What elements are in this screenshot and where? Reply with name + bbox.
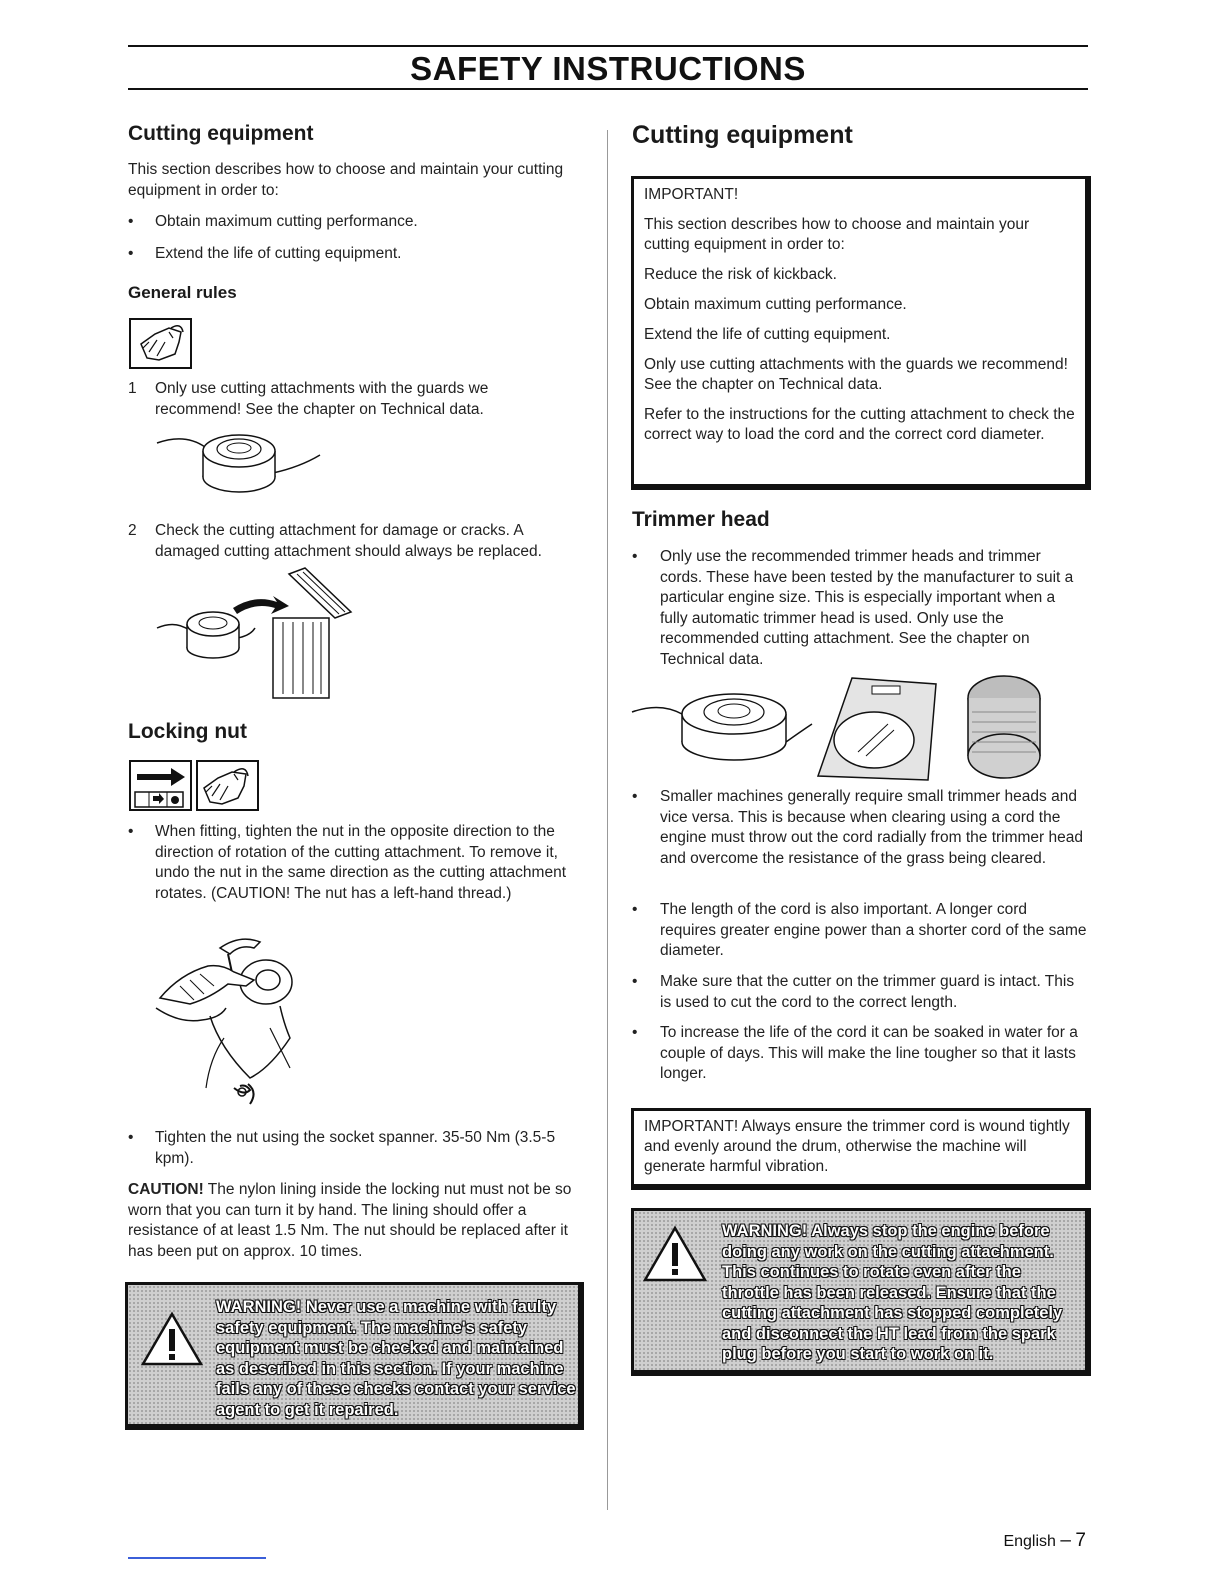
discard-attachment-illustration [155,566,355,701]
page-number: 7 [1075,1530,1086,1551]
list-item: • Extend the life of cutting equipment. [128,245,402,262]
glove-icon [129,318,193,370]
header-rule-top [128,45,1088,47]
list-item: • Smaller machines generally require small trimmer heads and vice versa. This is because when clearing using a cord the engine must throw out the cord radially from the trimmer head and overcome the resistance of the grass being cleared. [632,788,1083,867]
list-item: • Tighten the nut using the socket spanner. 35-50 Nm (3.5-5 kpm). [128,1129,556,1167]
trimmer-head-heading: Trimmer head [632,508,770,531]
important-box [631,176,1091,490]
important-vibration-text: IMPORTANT! Always ensure the trimmer cord is wound tightly and evenly around the drum, otherwise the machine will generate harmful vibration. [644,1118,1070,1175]
left-heading: Cutting equipment [128,122,314,145]
important-title: IMPORTANT! [644,186,739,203]
warning-triangle-icon [642,1225,708,1283]
spanner-illustration [150,928,310,1113]
important-line: Reduce the risk of kickback. [644,266,837,283]
list-item: 2 Check the cutting attachment for damage or cracks. A damaged cutting attachment should always be replaced. [128,522,542,560]
list-item: • When fitting, tighten the nut in the opposite direction to the direction of rotation of the cutting attachment. To remove it, undo the nut in the same direction as the cutting attachment rotates. (CAUTION! The nut has a left-hand thread.) [128,823,567,902]
caution-label: CAUTION! [128,1181,204,1198]
warning-box [125,1282,584,1430]
left-intro: This section describes how to choose and maintain your cutting equipment in order to: [128,161,564,199]
list-item: • The length of the cord is also important. A longer cord requires greater engine power than a shorter cord of the same diameter. [632,901,1087,959]
footer-dash: – [1060,1530,1071,1551]
page-title: SAFETY INSTRUCTIONS [410,50,806,87]
caution-text: The nylon lining inside the locking nut must not be so worn that you can turn it by hand. The lining should offer a resistance of at least 1.5 Nm. The nut should be replaced after it has been put on approx. 10 times. [128,1181,572,1260]
warning-text: WARNING! Never use a machine with faulty safety equipment. The machine's safety equipment must be checked and maintained as described in this section. If your machine fails any of these checks contact your service agent to get it repaired. [216,1298,576,1419]
list-item: • To increase the life of the cord it can be soaked in water for a couple of days. This will make the line tougher so that it lasts longer. [632,1024,1078,1082]
arrow-direction-icon [129,760,193,812]
general-rules-heading: General rules [128,283,237,302]
header-rule-bottom [128,88,1088,90]
right-heading: Cutting equipment [632,121,853,149]
important-line: This section describes how to choose and maintain your cutting equipment in order to: [644,216,1030,253]
page-footer [1003,1530,1086,1552]
locking-nut-heading: Locking nut [128,720,247,743]
important-line: Extend the life of cutting equipment. [644,326,891,343]
important-vibration-box [631,1108,1091,1190]
warning-triangle-icon [140,1311,204,1367]
caution-paragraph [128,1180,583,1262]
important-line: Only use cutting attachments with the guards we recommend! See the chapter on Technical data. [644,356,1068,393]
footer-language: English [1003,1533,1056,1550]
list-item: • Obtain maximum cutting performance. [128,213,418,230]
glove-icon [196,760,260,812]
trimmer-head-illustration [155,425,335,500]
warning-box [631,1208,1091,1376]
important-line: Obtain maximum cutting performance. [644,296,907,313]
warning-text: WARNING! Always stop the engine before doing any work on the cutting attachment. This continues to rotate even after the throttle has been released. Ensure that the cutting attachment has stopped completely and disconnect the HT lead from the spark plug before you start to work on it. [722,1222,1063,1363]
trimmer-cord-illustration [630,672,1060,782]
list-item: 1 Only use cutting attachments with the guards we recommend! See the chapter on Technical data. [128,380,489,418]
footer-link-underline [128,1557,266,1559]
important-line: Refer to the instructions for the cutting attachment to check the correct way to load the cord and the correct cord diameter. [644,406,1075,443]
list-item: • Only use the recommended trimmer heads and trimmer cords. These have been tested by the manufacturer to suit a particular engine size. This is especially important when a fully automatic trimmer head is used. Only use the recommended cutting attachment. See the chapter on Technical data. [632,548,1074,668]
list-item: • Make sure that the cutter on the trimmer guard is intact. This is used to cut the cord to the correct length. [632,973,1075,1011]
column-divider [607,130,608,1510]
